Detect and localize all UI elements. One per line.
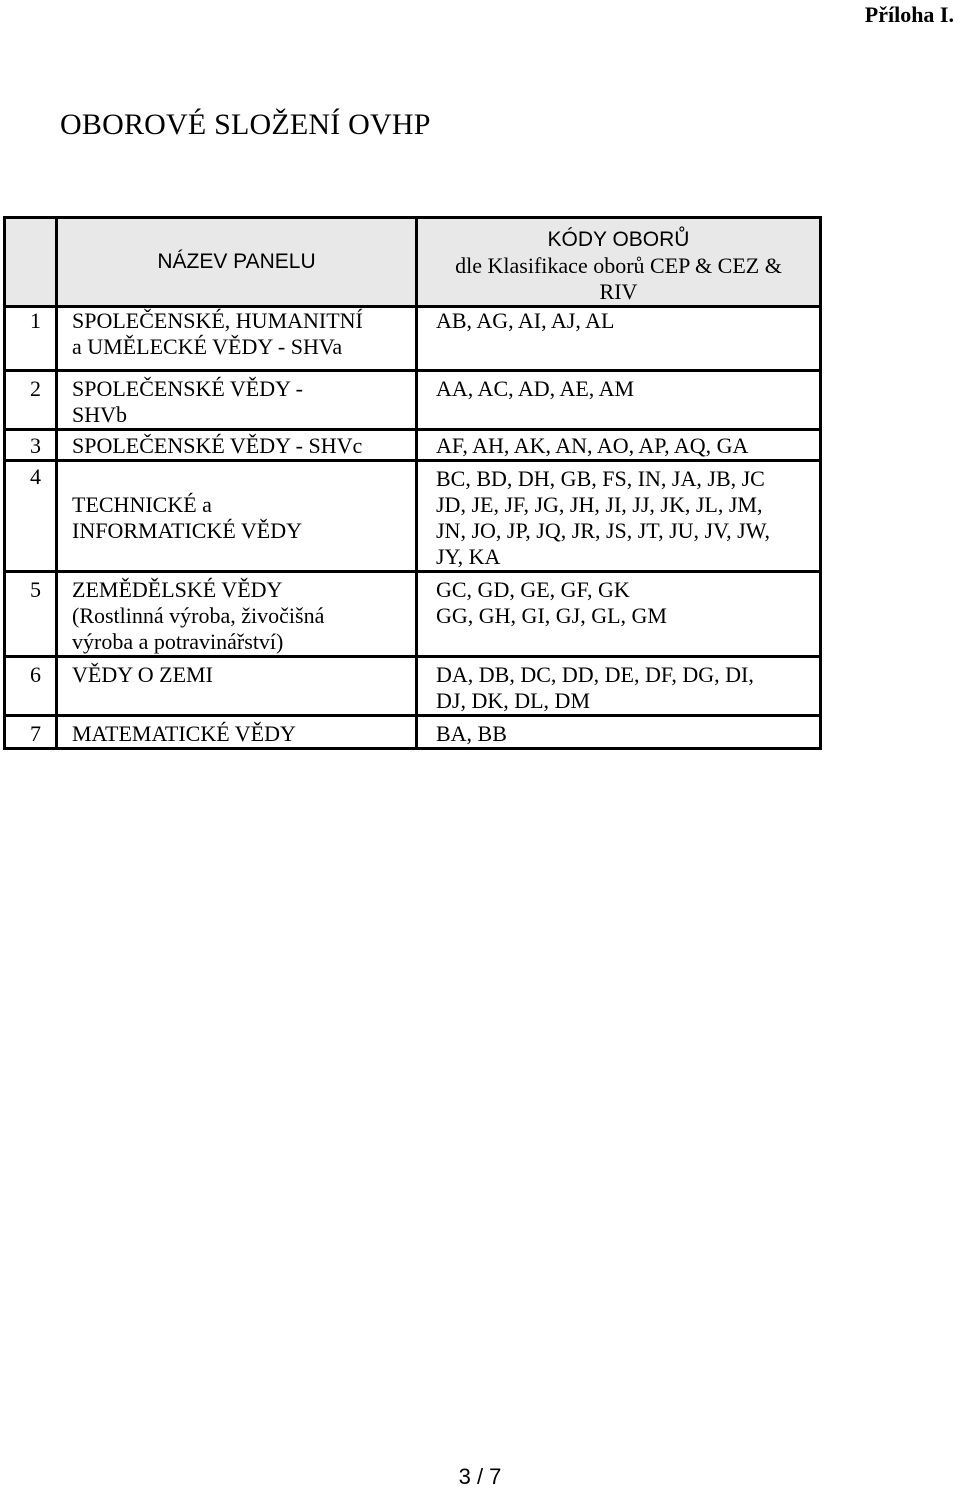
panel-name-line: VĚDY O ZEMI [72, 662, 213, 687]
row-panel-name [57, 307, 417, 371]
table-row [5, 371, 821, 430]
codes-line: GG, GH, GI, GJ, GL, GM [436, 603, 667, 628]
panel-name-line: ZEMĚDĚLSKÉ VĚDY [72, 577, 283, 602]
panel-name-line: a UMĚLECKÉ VĚDY - SHVa [72, 334, 343, 359]
table-header-row [5, 218, 821, 307]
page-number: 3 / 7 [458, 1464, 502, 1489]
row-number: 5 [5, 572, 57, 657]
page-title: OBOROVÉ SLOŽENÍ OVHP [60, 108, 431, 141]
row-number: 1 [5, 307, 57, 371]
row-panel-name [57, 430, 417, 461]
header-number-cell [5, 218, 57, 307]
table-row [5, 307, 821, 371]
row-number: 6 [5, 657, 57, 716]
table-row [5, 572, 821, 657]
panel-name-line: SPOLEČENSKÉ, HUMANITNÍ [72, 308, 363, 333]
header-codes-line3: RIV [599, 279, 638, 304]
row-codes [417, 461, 821, 572]
row-codes [417, 307, 821, 371]
panel-name-line: výroba a potravinářství) [72, 629, 284, 654]
row-number: 2 [5, 371, 57, 430]
codes-line: AA, AC, AD, AE, AM [436, 376, 635, 401]
row-codes [417, 716, 821, 749]
row-number: 7 [5, 716, 57, 749]
table-row [5, 430, 821, 461]
row-panel-name [57, 657, 417, 716]
row-codes [417, 430, 821, 461]
row-codes [417, 657, 821, 716]
codes-line: DA, DB, DC, DD, DE, DF, DG, DI, [436, 662, 754, 687]
header-codes-line2: dle Klasifikace oborů CEP & CEZ & [455, 253, 782, 278]
codes-line: JN, JO, JP, JQ, JR, JS, JT, JU, JV, JW, [436, 518, 770, 543]
panel-name-line: SHVb [72, 402, 128, 427]
panel-name-line: TECHNICKÉ a [72, 492, 212, 517]
header-codes-line1: KÓDY OBORŮ [547, 228, 690, 251]
panel-name-line: SPOLEČENSKÉ VĚDY - [72, 376, 304, 401]
codes-line: DJ, DK, DL, DM [436, 688, 590, 713]
annex-label: Příloha I. [864, 2, 954, 27]
codes-line: JY, KA [436, 544, 501, 569]
row-panel-name [57, 461, 417, 572]
row-number: 3 [5, 430, 57, 461]
codes-line: GC, GD, GE, GF, GK [436, 577, 630, 602]
table-row [5, 657, 821, 716]
panel-name-line: INFORMATICKÉ VĚDY [72, 518, 302, 543]
panel-name-line: MATEMATICKÉ VĚDY [72, 721, 296, 746]
row-codes [417, 371, 821, 430]
row-panel-name [57, 572, 417, 657]
header-name-cell: NÁZEV PANELU [57, 218, 417, 307]
codes-line: JD, JE, JF, JG, JH, JI, JJ, JK, JL, JM, [436, 492, 763, 517]
row-codes [417, 572, 821, 657]
panel-name-line: SPOLEČENSKÉ VĚDY - SHVc [72, 433, 363, 458]
row-panel-name [57, 716, 417, 749]
codes-line: AB, AG, AI, AJ, AL [436, 308, 615, 333]
row-number: 4 [5, 461, 57, 572]
codes-line: BA, BB [436, 721, 507, 746]
row-panel-name [57, 371, 417, 430]
header-codes-cell [417, 218, 821, 307]
panel-table [3, 216, 822, 750]
codes-line: BC, BD, DH, GB, FS, IN, JA, JB, JC [436, 466, 765, 491]
codes-line: AF, AH, AK, AN, AO, AP, AQ, GA [436, 433, 749, 458]
panel-name-line: (Rostlinná výroba, živočišná [72, 603, 325, 628]
table-row [5, 716, 821, 749]
table-row [5, 461, 821, 572]
